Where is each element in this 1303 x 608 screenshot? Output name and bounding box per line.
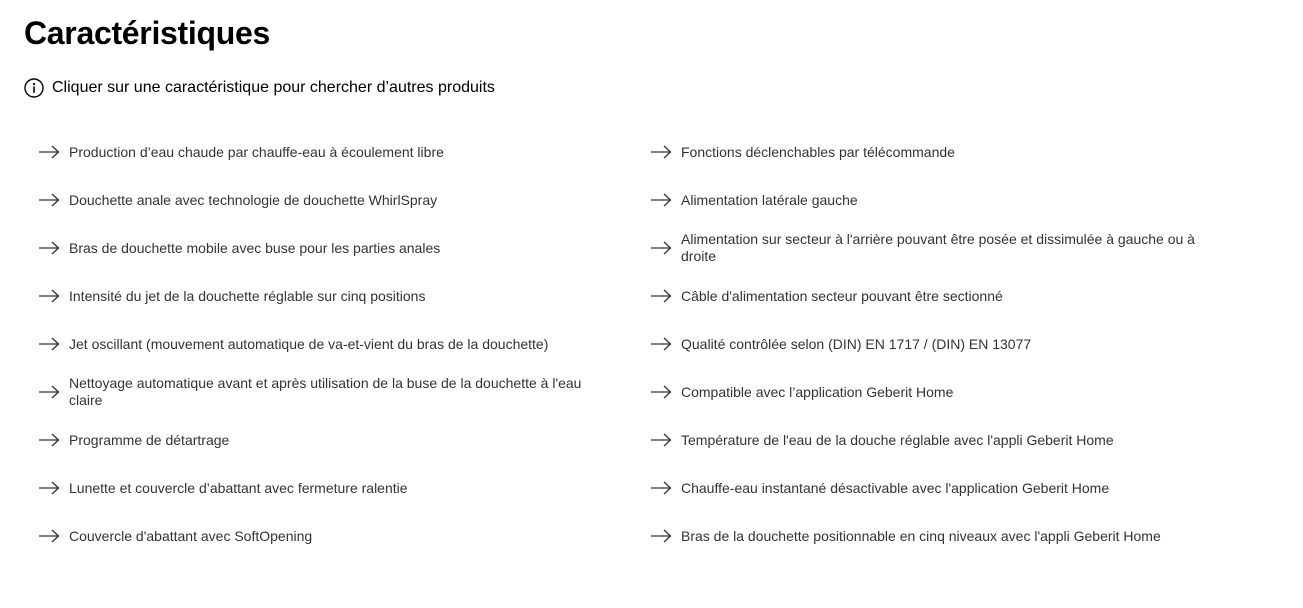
feature-link[interactable]	[38, 512, 650, 560]
arrow-right-icon	[650, 193, 672, 207]
arrow-right-icon	[650, 337, 672, 351]
feature-link[interactable]	[650, 272, 1230, 320]
arrow-right-icon	[38, 385, 60, 399]
feature-link[interactable]	[38, 128, 650, 176]
feature-label: Alimentation sur secteur à l'arrière pouvant être posée et dissimulée à gauche ou à droite	[681, 231, 1195, 264]
arrow-right-icon	[38, 145, 60, 159]
arrow-right-icon	[38, 193, 60, 207]
feature-link[interactable]	[650, 128, 1230, 176]
feature-link[interactable]	[38, 320, 650, 368]
arrow-right-icon	[38, 289, 60, 303]
feature-link[interactable]	[38, 176, 650, 224]
feature-label: Alimentation latérale gauche	[681, 191, 858, 208]
feature-label: Production d’eau chaude par chauffe-eau à écoulement libre	[69, 143, 444, 160]
feature-link[interactable]	[650, 320, 1230, 368]
arrow-right-icon	[650, 241, 672, 255]
feature-link[interactable]	[38, 368, 650, 416]
page-title: Caractéristiques	[24, 15, 270, 51]
feature-label: Nettoyage automatique avant et après utilisation de la buse de la douchette à l'eau claire	[69, 375, 582, 408]
feature-label: Fonctions déclenchables par télécommande	[681, 143, 955, 160]
feature-list	[38, 128, 1258, 560]
feature-link[interactable]	[650, 368, 1230, 416]
arrow-right-icon	[38, 433, 60, 447]
feature-label: Douchette anale avec technologie de douchette WhirlSpray	[69, 191, 438, 208]
arrow-right-icon	[650, 481, 672, 495]
arrow-right-icon	[38, 481, 60, 495]
feature-label: Bras de la douchette positionnable en cinq niveaux avec l'appli Geberit Home	[681, 527, 1161, 544]
feature-label: Qualité contrôlée selon (DIN) EN 1717 / (DIN) EN 13077	[681, 335, 1032, 352]
feature-label: Température de l'eau de la douche réglable avec l'appli Geberit Home	[681, 431, 1114, 448]
arrow-right-icon	[650, 145, 672, 159]
feature-link[interactable]	[650, 224, 1230, 272]
feature-label: Compatible avec l’application Geberit Home	[681, 383, 954, 400]
feature-label: Couvercle d'abattant avec SoftOpening	[69, 527, 313, 544]
feature-label: Intensité du jet de la douchette réglable sur cinq positions	[69, 287, 426, 304]
feature-label: Chauffe-eau instantané désactivable avec l'application Geberit Home	[681, 479, 1110, 496]
arrow-right-icon	[650, 385, 672, 399]
arrow-right-icon	[38, 337, 60, 351]
arrow-right-icon	[650, 289, 672, 303]
feature-link[interactable]	[650, 464, 1230, 512]
feature-label: Jet oscillant (mouvement automatique de va-et-vient du bras de la douchette)	[69, 335, 549, 352]
feature-link[interactable]	[650, 512, 1230, 560]
info-circle-icon	[24, 78, 44, 98]
arrow-right-icon	[650, 433, 672, 447]
arrow-right-icon	[650, 529, 672, 543]
feature-link[interactable]	[38, 416, 650, 464]
feature-label: Programme de détartrage	[69, 431, 230, 448]
arrow-right-icon	[38, 241, 60, 255]
feature-link[interactable]	[38, 464, 650, 512]
feature-label: Bras de douchette mobile avec buse pour les parties anales	[69, 239, 441, 256]
feature-link[interactable]	[650, 416, 1230, 464]
feature-label: Lunette et couvercle d’abattant avec fermeture ralentie	[69, 479, 408, 496]
info-hint	[24, 77, 495, 99]
feature-link[interactable]	[650, 176, 1230, 224]
info-text: Cliquer sur une caractéristique pour chercher d’autres produits	[52, 79, 495, 96]
feature-label: Câble d'alimentation secteur pouvant être sectionné	[681, 287, 1003, 304]
feature-link[interactable]	[38, 272, 650, 320]
feature-link[interactable]	[38, 224, 650, 272]
arrow-right-icon	[38, 529, 60, 543]
